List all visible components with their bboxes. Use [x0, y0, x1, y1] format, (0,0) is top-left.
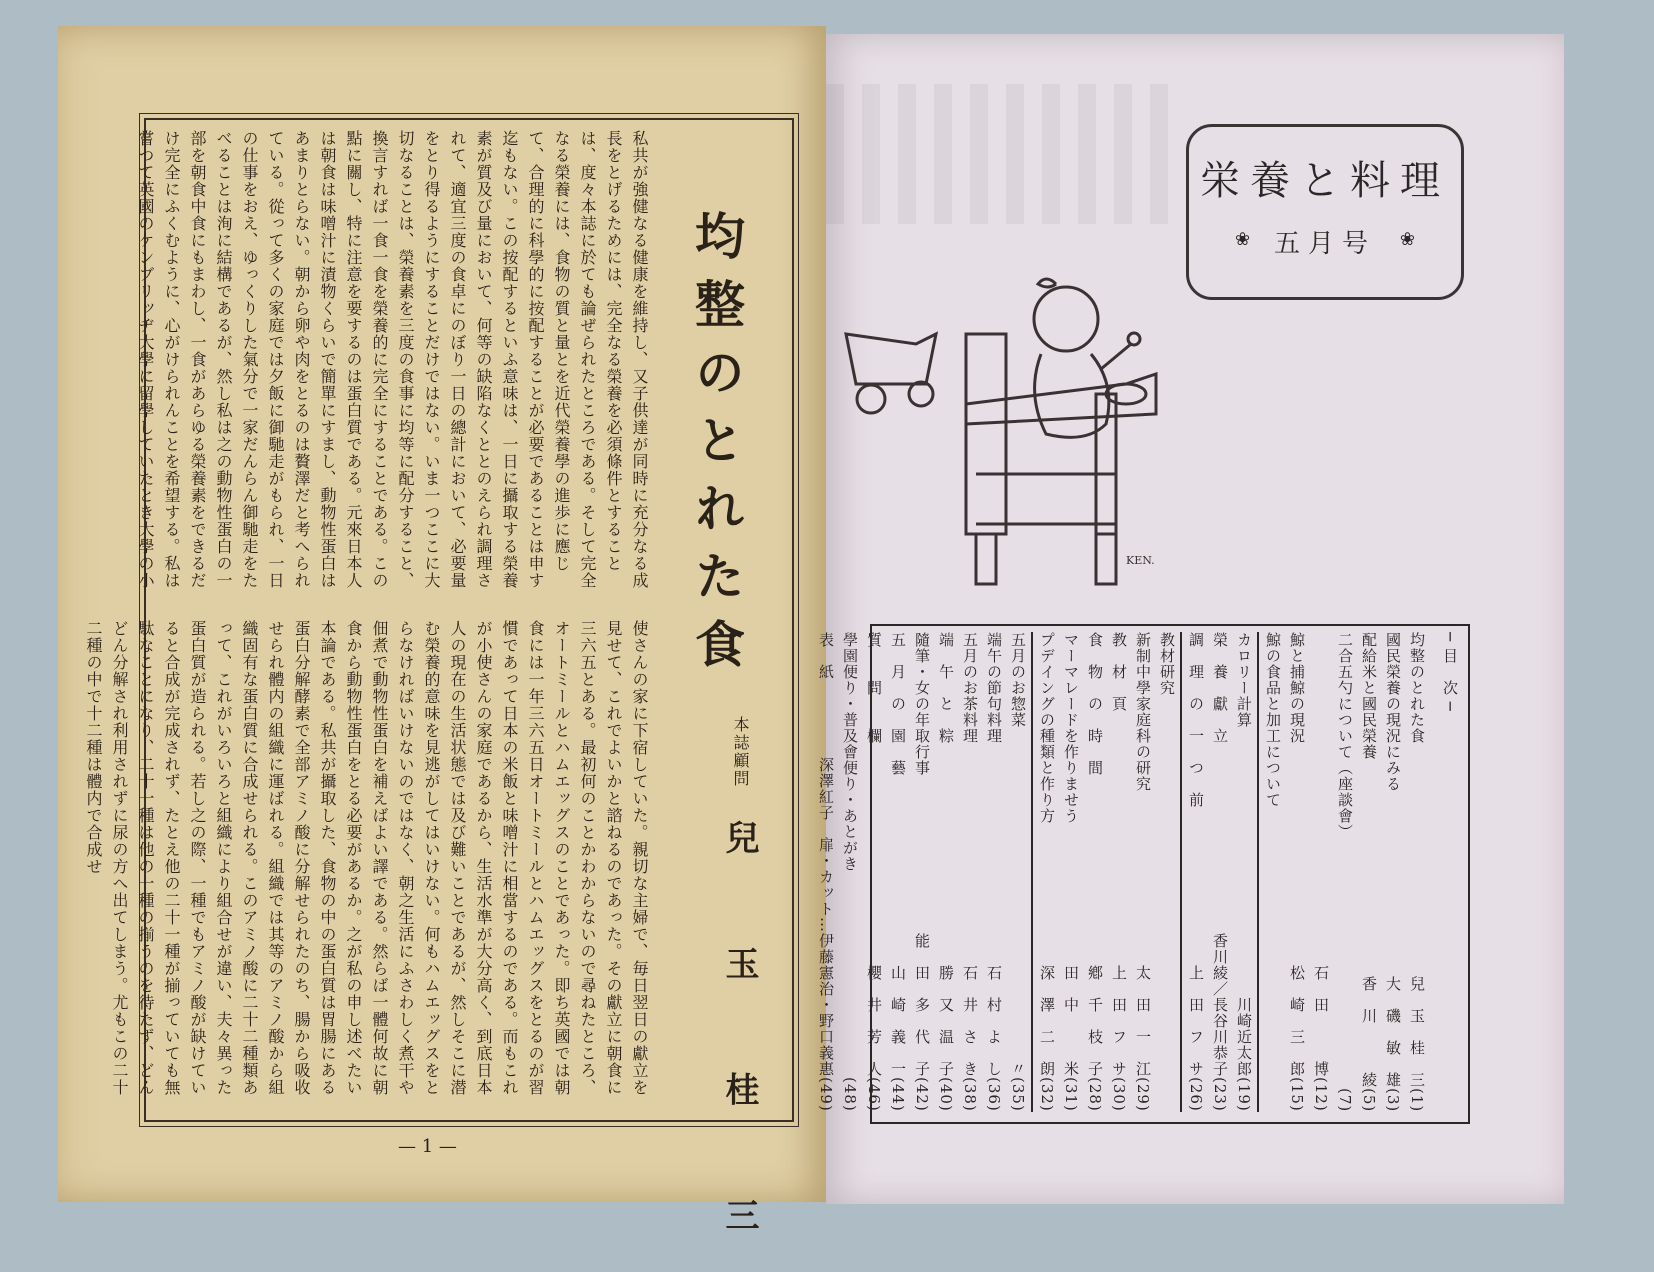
list-item: 五 月 の 園 藝 山 崎 義 一(44) [889, 632, 907, 1112]
list-item: 質 問 欄 櫻 井 芳 人(46) [865, 632, 883, 1112]
list-item: プデイングの種類と作り方 深 澤 二 朗(32) [1038, 632, 1056, 1112]
article-byline: 本誌顧問 [731, 716, 750, 788]
article-body-upper: 私共が強健なる健康を維持し、又子供達が同時に充分なる成長をとげるためには、完全なる榮養を必須條件とすることは、度々本誌に於ても論ぜられたところである。そして完全なる榮養には、食物の質と量とを近代榮養學の進歩に應じて、合理的に科學的に按配することが必要であることは申す迄もない。この按配するといふ意味は、一日に攝取する榮養素が質及び量において、何等の缺陷なくととのえられ調理されて、適宜三度の食卓にのぼり一日の總計において、必要量をとり得るようにすることだけではない。いま一つここに大切なることは、榮養素を三度の食事に均等に配分すること、換言すれば一食一食を榮養的に完全にすることである。この點に關し、特に注意を要するのは蛋白質である。元來日本人は朝食は味噌汁に漬物くらいで簡單にすまし、動物性蛋白はあまりとらない。朝から卵や肉をとるのは贅澤だと考へられている。從って多くの家庭では夕飯に御馳走がもられ、一日の仕事をおえ、ゆっくりした氣分で一家だんらん御馳走をたべることは洵に結構であるが、然し私は之の動物性蛋白の一部を朝食中食にもまわし、一食があらゆる榮養素をできるだけ完全にふくむように、心がけられんことを希望する。私は嘗つて英國のケンブリッヂ大學に留學していたとき大學の小 [136, 130, 649, 589]
toc-divider [1257, 632, 1259, 1112]
table-of-contents [817, 624, 1470, 1124]
list-item: カロリー計算 川崎近太郎(19) [1235, 632, 1253, 1112]
list-item: 端午の節句料理 石 村 よ し(36) [985, 632, 1003, 1112]
show-through-print [826, 84, 1186, 224]
list-item: 配給米と國民榮養 香 川 綾(5) [1360, 632, 1378, 1112]
list-item: 鯨と捕鯨の現況 松 崎 三 郎(15) [1288, 632, 1306, 1112]
list-item: 隨筆・女の年取行事 能 田 多 代 子(42) [913, 632, 931, 1112]
list-item: 教 材 頁 上 田 フ サ(30) [1110, 632, 1128, 1112]
list-item: 食 物 の 時 間 鄕 千 枝 子(28) [1086, 632, 1104, 1112]
left-page [58, 26, 826, 1272]
article-body-lower: 使さんの家に下宿していた。親切な主婦で、毎日翌日の獻立を見せて、これでよいかと諮ねるのであった。その獻立に朝食に三六五とある。最初何のことかわからないので尋ねたところ、オートミールとハムエッグスのことであった。即ち英國では朝食には一年三六五日オートミールとハムエッグスをとるのが習慣であって日本の米飯と味噌汁に相當するのである。而もこれが小使さんの家庭であるから、生活水準が大分高く、到底日本人の現在の生活状態では及び難いことであるが、然しそこに潜む榮養的意味を見逃がしてはいけない。何もハムエッグスをとらなければいけないのではなく、朝之生活にふさわしく煮干や佃煮で動物性蛋白を補えばよい譯である。然らば一體何故に朝食から動物性蛋白をとる必要があるか。之が私の申し述べたい本論である。私共が攝取した、食物の中の蛋白質は胃腸にある蛋白分解酵素で全部アミノ酸に分解せられたのち、腸から吸收せられ體内の組織に運ばれる。組織では其等のアミノ酸から組織固有な蛋白質に合成せられる。このアミノ酸に二十二種類あって、これがいろいろと組織により組合せが違い、夫々異った蛋白質が造られる。若し之の際、一種でもアミノ酸が缺けていると合成が完成されず、たとえ他の二十一種が揃っていても無駄なことになり、二十一種は他の一種の揃うのを待たず、どんどん分解され利用されずに尿の方へ出てしまう。尤もこの二十二種の中で十二種は體内で合成せ [84, 620, 649, 1096]
list-item: 二合五勺について（座談會） (7) [1336, 632, 1354, 1112]
toc-divider [1180, 632, 1182, 1112]
list-item: 五月のお茶料理 石 井 さ き(38) [961, 632, 979, 1112]
article-author: 兒 玉 桂 三 [719, 820, 759, 1272]
article-title: 均整のとれた食 [687, 210, 746, 686]
list-item: 端 午 と 粽 勝 又 温 子(40) [937, 632, 955, 1112]
flower-ornament-icon: ❀ [1235, 229, 1251, 250]
flower-ornament-icon: ❀ [1399, 229, 1415, 250]
list-item: 新制中學家庭科の研究 太 田 一 江(29) [1134, 632, 1152, 1112]
right-page [817, 34, 1564, 1204]
list-item: 表 紙 深澤紅子 扉・カット…伊藤憲治・野口義惠(49) [817, 632, 835, 1112]
list-item: 調 理 の 一 つ 前 上 田 フ サ(26) [1187, 632, 1205, 1112]
list-item: 均整のとれた食 兒 玉 桂 三(1) [1408, 632, 1426, 1112]
list-item: 國民榮養の現況にみる 大 磯 敏 雄(3) [1384, 632, 1402, 1112]
issue-label: 五月号 [1273, 229, 1376, 259]
illustration-signature: KEN. [1126, 554, 1155, 567]
toc-heading: ─ 目 次 ─ [1441, 632, 1459, 712]
list-item: 五月のお惣菜 〃(35) [1009, 632, 1027, 1112]
article-frame [84, 118, 794, 1272]
child-in-highchair-illustration [826, 274, 1246, 594]
toc-divider [1031, 632, 1033, 1112]
list-item: 榮 養 獻 立 香川綾／長谷川恭子(23) [1211, 632, 1229, 1112]
list-item: 學園便り・普及會便り・あとがき (48) [841, 632, 859, 1112]
toc-section-label: 教材研究 [1158, 632, 1176, 696]
list-item: マーマレードを作りませう 田 中 米(31) [1062, 632, 1080, 1112]
list-item: 石 田 博(12) [1312, 965, 1330, 1112]
toc-columns [815, 632, 1460, 1116]
page-number: — 1 — [398, 1136, 457, 1157]
list-item: 鯨の食品と加工について [1264, 632, 1282, 808]
magazine-title: 栄養と料理 [1200, 158, 1450, 204]
